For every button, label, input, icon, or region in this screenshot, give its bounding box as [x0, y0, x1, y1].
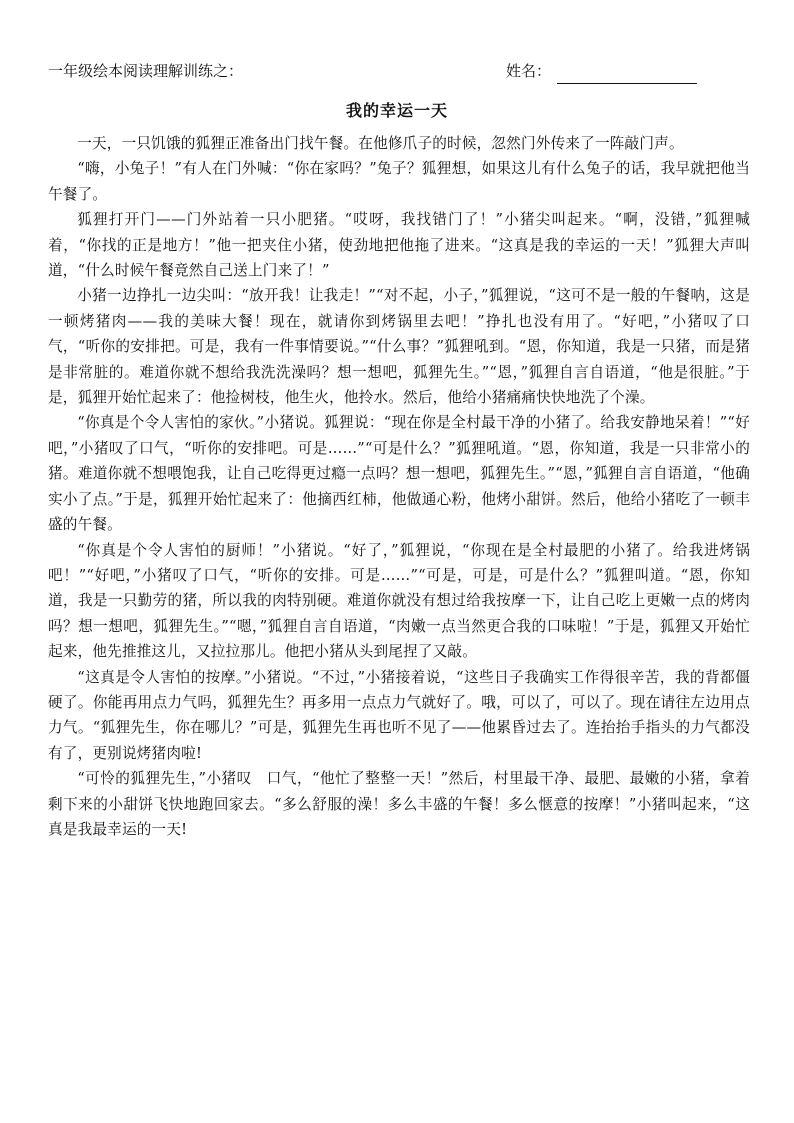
name-field — [506, 58, 697, 84]
worksheet-series-label: 一年级绘本阅读理解训练之： — [48, 62, 244, 80]
story-title: 我的幸运一天 — [345, 101, 448, 120]
name-blank-line[interactable] — [557, 65, 697, 84]
paragraph: 狐狸打开门——门外站着一只小肥猪。“哎呀，我找错门了！”小猪尖叫起来。“啊，没错，”狐狸喊着，“你找的正是地方！”他一把夹住小猪，使劲地把他拖了进来。“这真是我的幸运的一天！”狐狸大声叫道，“什么时候午餐竟然自己送上门来了！” — [48, 211, 750, 280]
paragraph: “可怜的狐狸先生，”小猪叹 口气，“他忙了整整一天！”然后，村里最干净、最肥、最嫩的小猪，拿着剩下来的小甜饼飞快地跑回家去。“多么舒服的澡！多么丰盛的午餐！多么惬意的按摩！”小猪叫起来，“这真是我最幸运的一天! — [48, 770, 750, 838]
paragraph: “这真是令人害怕的按摩。”小猪说。“不过，”小猪接着说，“这些日子我确实工作得很辛苦，我的背都僵硬了。你能再用点力气吗，狐狸先生？再多用一点点力气就好了。哦，可以了，可以了。现在请往左边用点力气。“狐狸先生，你在哪儿？”可是，狐狸先生再也听不见了——他累昏过去了。连抬抬手指头的力气都没有了，更别说烤猪肉啦! — [48, 668, 750, 762]
worksheet-header — [48, 58, 746, 84]
paragraph: 一天，一只饥饿的狐狸正准备出门找午餐。在他修爪子的时候，忽然门外传来了一阵敲门声。 — [77, 135, 684, 152]
name-label: 姓名： — [506, 62, 552, 80]
paragraph: “嗨，小兔子！”有人在门外喊：“你在家吗？”兔子？狐狸想，如果这儿有什么兔子的话，我早就把他当午餐了。 — [48, 160, 750, 203]
story-body — [48, 131, 750, 842]
paragraph: “你真是个令人害怕的厨师！”小猪说。“好了，”狐狸说，“你现在是全村最肥的小猪了。给我进烤锅吧！”“好吧，”小猪叹了口气，“听你的安排。可是……”“可是，可是，可是什么？”狐狸叫道。“恩，你知道，我是一只勤劳的猪，所以我的肉特别硬。难道你就没有想过给我按摩一下，让自己吃上更嫩一点的烤肉吗？想一想吧，狐狸先生。”“嗯，”狐狸自言自语道，“肉嫩一点当然更合我的口味啦！”于是，狐狸又开始忙起来，他先推推这儿，又拉拉那儿。他把小猪从头到尾捏了又敲。 — [48, 541, 750, 661]
paragraph: “你真是个令人害怕的家伙。”小猪说。狐狸说：“现在你是全村最干净的小猪了。给我安静地呆着！”“好吧，”小猪叹了口气，“听你的安排吧。可是……”“可是什么？”狐狸吼道。“恩，你知道，我是一只非常小的猪。难道你就不想喂饱我，让自己吃得更过瘾一点吗？想一想吧，狐狸先生。”“恩，”狐狸自言自语道，“他确实小了点。”于是，狐狸开始忙起来了：他摘西红柿，他做通心粉，他烤小甜饼。然后，他给小猪吃了一顿丰盛的午餐。 — [48, 414, 750, 534]
paragraph: 小猪一边挣扎一边尖叫：“放开我！让我走！”“对不起，小子，”狐狸说，“这可不是一般的午餐呐，这是一顿烤猪肉——我的美味大餐！现在，就请你到烤锅里去吧！”挣扎也没有用了。“好吧，”小猪叹了口气，“听你的安排把。可是，我有一件事情要说。”“什么事？”狐狸吼到。“恩，你知道，我是一只猪，而是猪是非常脏的。难道你就不想给我洗洗澡吗？想一想吧，狐狸先生。”“恩，”狐狸自言自语道，“他是很脏。”于是，狐狸开始忙起来了：他捡树枝，他生火，他拎水。然后，他给小猪痛痛快快地洗了个澡。 — [48, 287, 750, 407]
